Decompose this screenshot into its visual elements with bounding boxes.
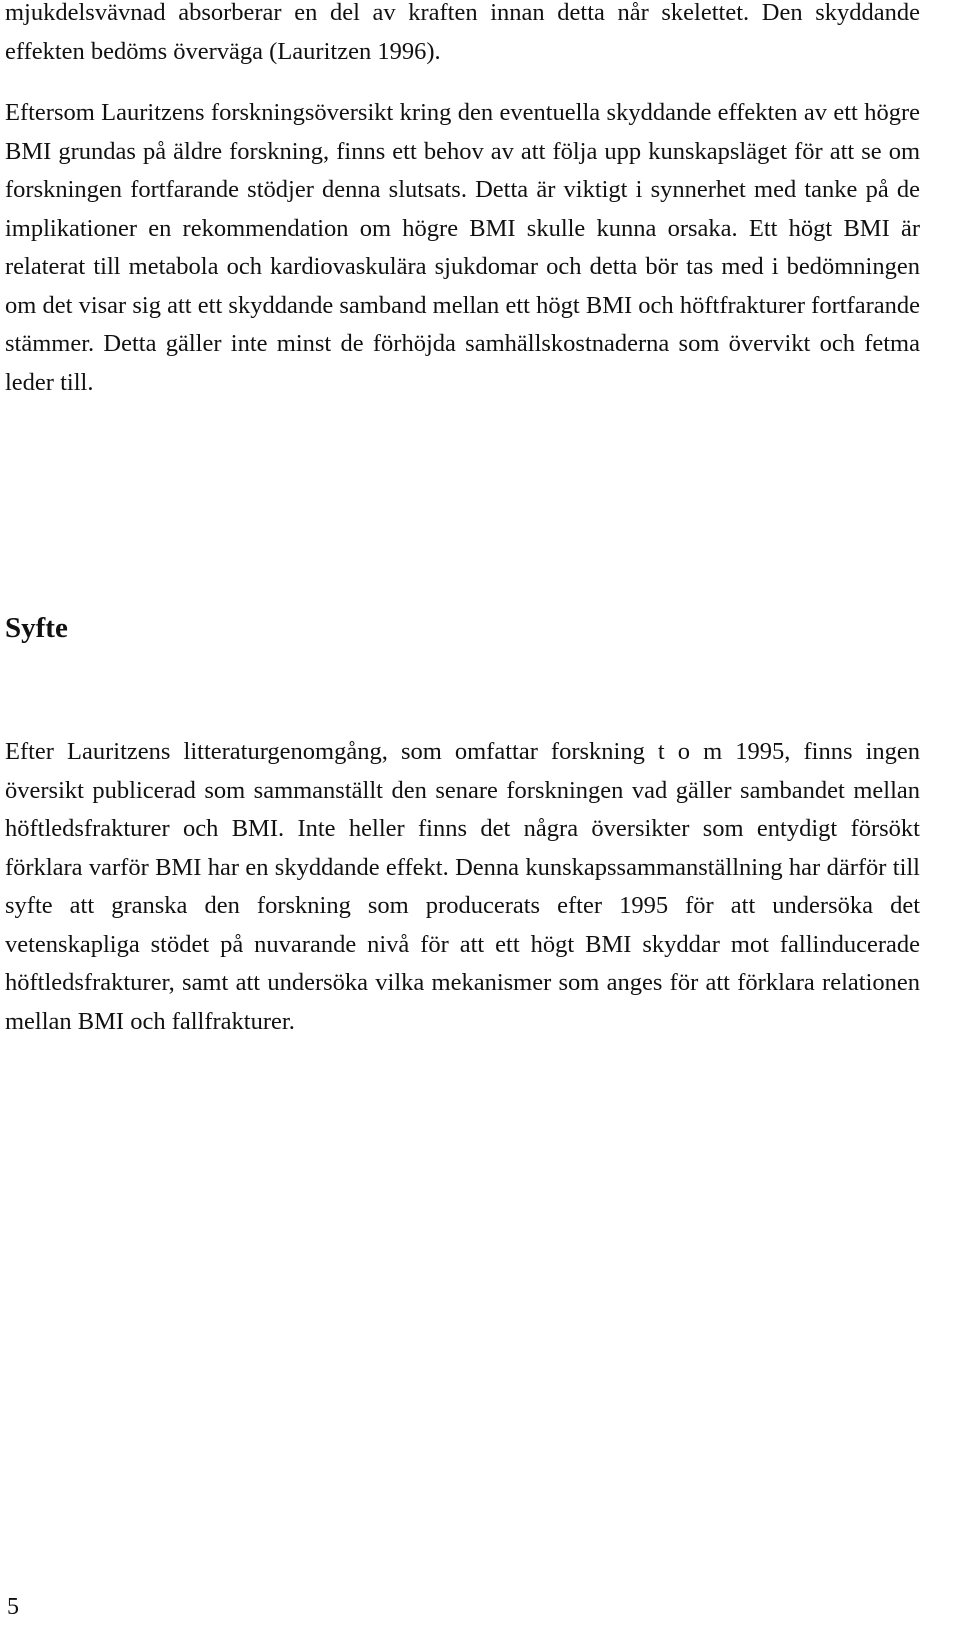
page-number: 5 [7,1594,19,1620]
paragraph-lauritzen-review: Eftersom Lauritzens forskningsöversikt kring den eventuella skyddande effekten av ett högre BMI grundas på äldre forskning, finns ett behov av att följa upp kunskapsläget för att se om forskningen fortfarande stödjer denna slutsats. Detta är viktigt i synnerhet med tanke på de implikationer en rekommendation om högre BMI skulle kunna orsaka. Ett högt BMI är relaterat till metabola och kardiovaskulära sjukdomar och detta bör tas med i bedömningen om det visar sig att ett skyddande samband mellan ett högt BMI och höftfrakturer fortfarande stämmer. Detta gäller inte minst de förhöjda samhällskostnaderna som övervikt och fetma leder till. [5,99,920,396]
paragraph-intro-continued: mjukdelsvävnad absorberar en del av kraften innan detta når skelettet. Den skyddande effekten bedöms överväga (Lauritzen 1996). [5,0,920,65]
section-heading-syfte: Syfte [5,612,68,644]
paragraph-syfte-body: Efter Lauritzens litteraturgenomgång, som omfattar forskning t o m 1995, finns ingen översikt publicerad som sammanställt den senare forskningen vad gäller sambandet mellan höftledsfrakturer och BMI. Inte heller finns det några översikter som entydigt försökt förklara varför BMI har en skyddande effekt. Denna kunskapssammanställning har därför till syfte att granska den forskning som producerats efter 1995 för att undersöka det vetenskapliga stödet på nuvarande nivå för att ett högt BMI skyddar mot fallinducerade höftledsfrakturer, samt att undersöka vilka mekanismer som anges för att förklara relationen mellan BMI och fallfrakturer. [5,738,920,1035]
